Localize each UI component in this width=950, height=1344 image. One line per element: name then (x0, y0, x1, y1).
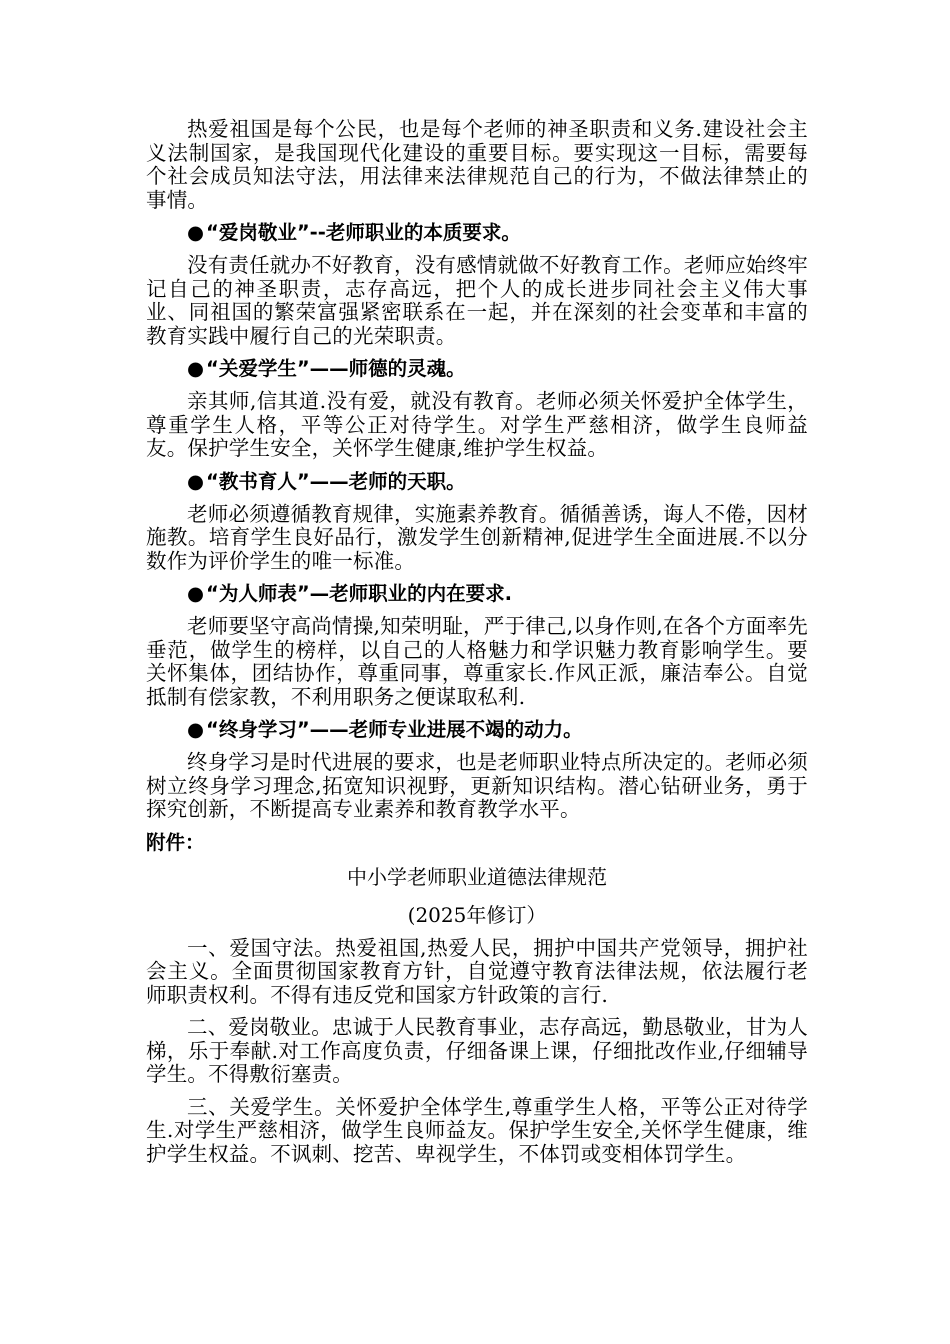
attachment-label: 附件： (146, 830, 205, 854)
section-body-teaching: 老师必须遵循教育规律，实施素养教育。循循善诱，诲人不倦，因材施教。培育学生良好品行，激发学生创新精神,促进学生全面进展.不以分数作为评价学生的唯一标准。 (146, 501, 808, 573)
bullet-icon: ● (187, 718, 205, 741)
attachment-title: 中小学老师职业道德法律规范 (347, 864, 607, 889)
bullet-icon: ● (187, 221, 205, 244)
section-heading-dedication (146, 221, 808, 245)
bullet-icon: ● (187, 582, 205, 605)
article-patriotism: 一、爱国守法。热爱祖国,热爱人民，拥护中国共产党领导，拥护社会主义。全面贯彻国家教育方针，自觉遵守教育法律法规，依法履行老师职责权利。不得有违反党和国家方针政策的言行. (146, 935, 808, 1007)
article-dedication: 二、爱岗敬业。忠诚于人民教育事业，志存高远，勤恳敬业，甘为人梯，乐于奉献.对工作高度负责，仔细备课上课，仔细批改作业,仔细辅导学生。不得敷衍塞责。 (146, 1015, 808, 1086)
section-title: “教书育人”——老师的天职。 (206, 469, 466, 493)
section-heading-lifelong-learning (146, 718, 808, 742)
bullet-icon: ● (187, 357, 205, 380)
section-title: “关爱学生”——师德的灵魂。 (206, 357, 466, 380)
section-title: “终身学习”——老师专业进展不竭的动力。 (206, 718, 583, 741)
intro-paragraph: 热爱祖国是每个公民，也是每个老师的神圣职责和义务.建设社会主义法制国家，是我国现代化建设的重要目标。要实现这一目标，需要每个社会成员知法守法，用法律来法律规范自己的行为，不做法律禁止的事情。 (146, 117, 808, 212)
section-heading-teaching (146, 470, 808, 494)
section-heading-care (146, 357, 808, 381)
section-body-lifelong-learning: 终身学习是时代进展的要求，也是老师职业特点所决定的。老师必须树立终身学习理念,拓宽知识视野，更新知识结构。潜心钻研业务，勇于探究创新，不断提高专业素养和教育教学水平。 (146, 750, 808, 821)
attachment-subtitle: (2025年修订） (407, 902, 547, 927)
document-page (146, 118, 808, 1175)
section-body-care: 亲其师,信其道.没有爱，就没有教育。老师必须关怀爱护全体学生，尊重学生人格，平等公正对待学生。对学生严慈相济，做学生良师益友。保护学生安全，关怀学生健康,维护学生权益。 (146, 389, 808, 460)
article-care: 三、关爱学生。关怀爱护全体学生,尊重学生人格，平等公正对待学生.对学生严慈相济，做学生良师益友。保护学生安全,关怀学生健康，维护学生权益。不讽刺、挖苦、卑视学生，不体罚或变相体罚学生。 (146, 1094, 808, 1166)
section-heading-role-model (146, 582, 808, 606)
section-title: “爱岗敬业”--老师职业的本质要求。 (206, 221, 521, 244)
section-body-role-model: 老师要坚守高尚情操,知荣明耻，严于律己,以身作则,在各个方面率先垂范，做学生的榜样，以自己的人格魅力和学识魅力教育影响学生。要关怀集体，团结协作，尊重同事，尊重家长.作风正派，廉洁奉公。自觉抵制有偿家教，不利用职务之便谋取私利. (146, 614, 808, 709)
section-title: “为人师表”—老师职业的内在要求. (206, 582, 513, 605)
section-body-dedication: 没有责任就办不好教育，没有感情就做不好教育工作。老师应始终牢记自己的神圣职责，志存高远，把个人的成长进步同社会主义伟大事业、同祖国的繁荣富强紧密联系在一起，并在深刻的社会变革和丰富的教育实践中履行自己的光荣职责。 (146, 253, 808, 348)
bullet-icon: ● (187, 469, 205, 493)
